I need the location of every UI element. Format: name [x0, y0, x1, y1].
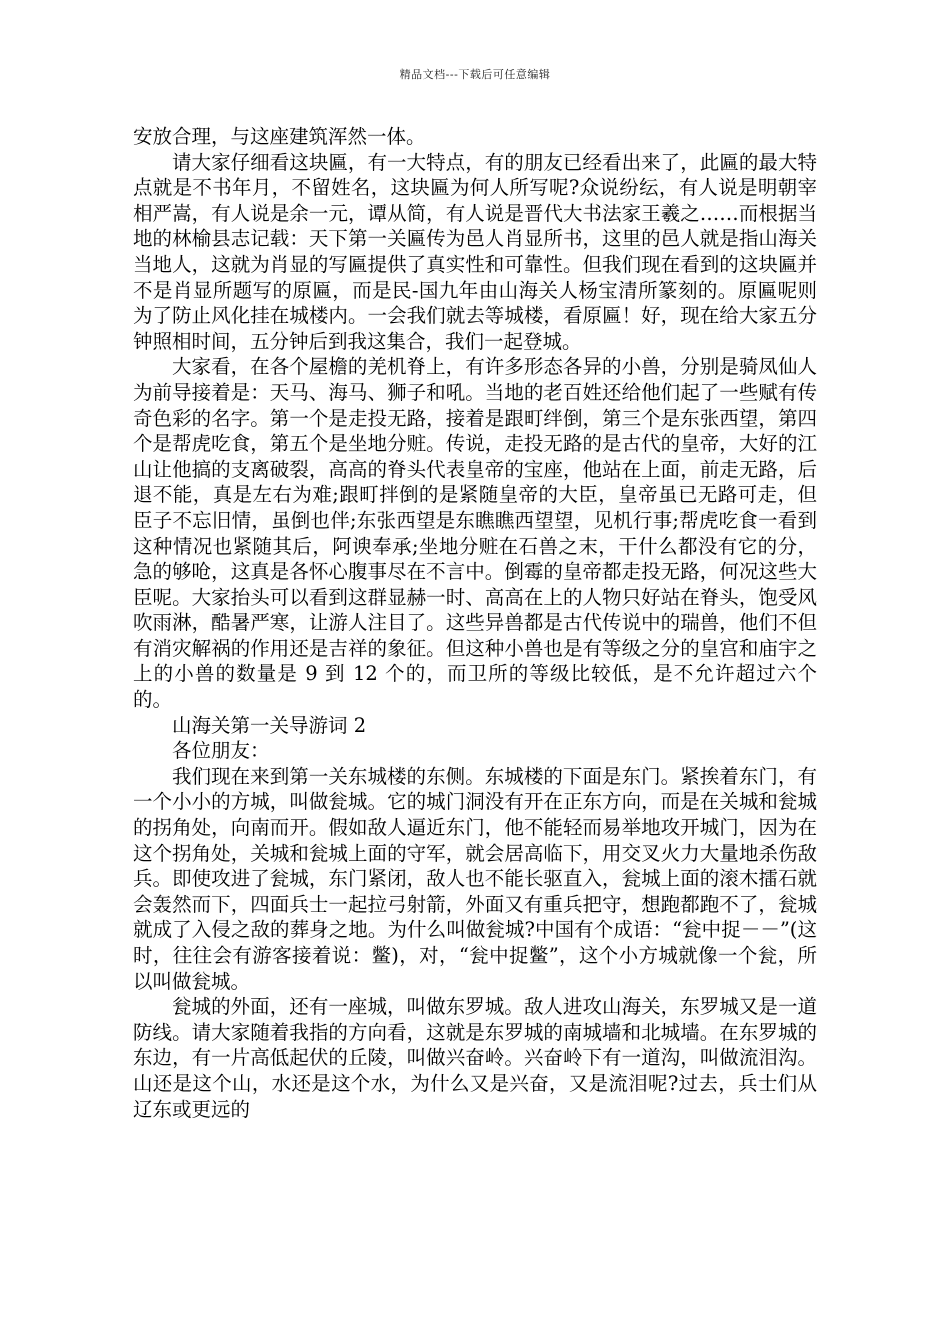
paragraph-plaque: 请大家仔细看这块匾，有一大特点，有的朋友已经看出来了，此匾的最大特点就是不书年月，不留姓名，这块匾为何人所写呢?众说纷纭，有人说是明朝宰相严嵩，有人说是余一元，谭从简，有人说是晋代大书法家王羲之……而根据当地的林榆县志记载：天下第一关匾传为邑人肖显所书，这里的邑人就是指山海关当地人，这就为肖显的写匾提供了真实性和可靠性。但我们现在看到的这块匾并不是肖显所题写的原匾，而是民-国九年由山海关人杨宝清所篆刻的。原匾呢则为了防止风化挂在城楼内。一会我们就去等城楼，看原匾！好，现在给大家五分钟照相时间，五分钟后到我这集合，我们一起登城。 — [133, 150, 817, 353]
paragraph-roof-beasts: 大家看，在各个屋檐的羌机脊上，有许多形态各异的小兽，分别是骑凤仙人为前导接着是：天马、海马、狮子和吼。当地的老百姓还给他们起了一些赋有传奇色彩的名字。第一个是走投无路，接着是跟町绊倒，第三个是东张西望，第四个是帮虎吃食，第五个是坐地分赃。传说，走投无路的是古代的皇帝，大好的江山让他搞的支离破裂，高高的脊头代表皇帝的宝座，他站在上面，前走无路，后退不能，真是左右为难;跟町拌倒的是紧随皇帝的大臣，皇帝虽已无路可走，但臣子不忘旧情，虽倒也伴;东张西望是东瞧瞧西望望，见机行事;帮虎吃食一看到这种情况也紧随其后，阿谀奉承;坐地分赃在石兽之末，干什么都没有它的分，急的够呛，这真是各怀心腹事尽在不言中。倒霉的皇帝都走投无路，何况这些大臣呢。大家抬头可以看到这群显赫一时、高高在上的人物只好站在脊头，饱受风吹雨淋，酷暑严寒，让游人注目了。这些异兽都是古代传说中的瑞兽，他们不但有消灾解祸的作用还是吉祥的象征。但这种小兽也是有等级之分的皇宫和庙宇之上的小兽的数量是 9 到 12 个的，而卫所的等级比较低，是不允许超过六个的。 — [133, 355, 817, 712]
section-heading: 山海关第一关导游词 2 — [172, 713, 367, 737]
paragraph-wengcheng: 我们现在来到第一关东城楼的东侧。东城楼的下面是东门。紧挨着东门，有一个小小的方城，叫做瓮城。它的城门洞没有开在正东方向，而是在关城和瓮城的拐角处，向南而开。假如敌人逼近东门，他不能轻而易举地攻开城门，因为在这个拐角处，关城和瓮城上面的守军，就会居高临下，用交叉火力大量地杀伤敌兵。即使攻进了瓮城，东门紧闭，敌人也不能长驱直入，瓮城上面的滚木擂石就会轰然而下，四面兵士一起拉弓射箭，外面又有重兵把守，想跑都跑不了，瓮城就成了入侵之敌的葬身之地。为什么叫做瓮城?中国有个成语：“瓮中捉－－”(这时，往往会有游客接着说：鳖)，对，“瓮中捉鳖”，这个小方城就像一个瓮，所以叫做瓮城。 — [133, 764, 817, 993]
page-header: 精品文档---下载后可任意编辑 — [399, 68, 551, 81]
greeting: 各位朋友： — [172, 739, 270, 763]
document-body — [133, 124, 817, 1122]
paragraph-continuation: 安放合理，与这座建筑浑然一体。 — [133, 125, 426, 148]
paragraph-dongluocheng: 瓮城的外面，还有一座城，叫做东罗城。敌人进攻山海关，东罗城又是一道防线。请大家随着我指的方向看，这就是东罗城的南城墙和北城墙。在东罗城的东边，有一片高低起伏的丘陵，叫做兴奋岭。兴奋岭下有一道沟，叫做流泪沟。山还是这个山，水还是这个水，为什么又是兴奋，又是流泪呢?过去，兵士们从辽东或更远的 — [133, 995, 817, 1121]
